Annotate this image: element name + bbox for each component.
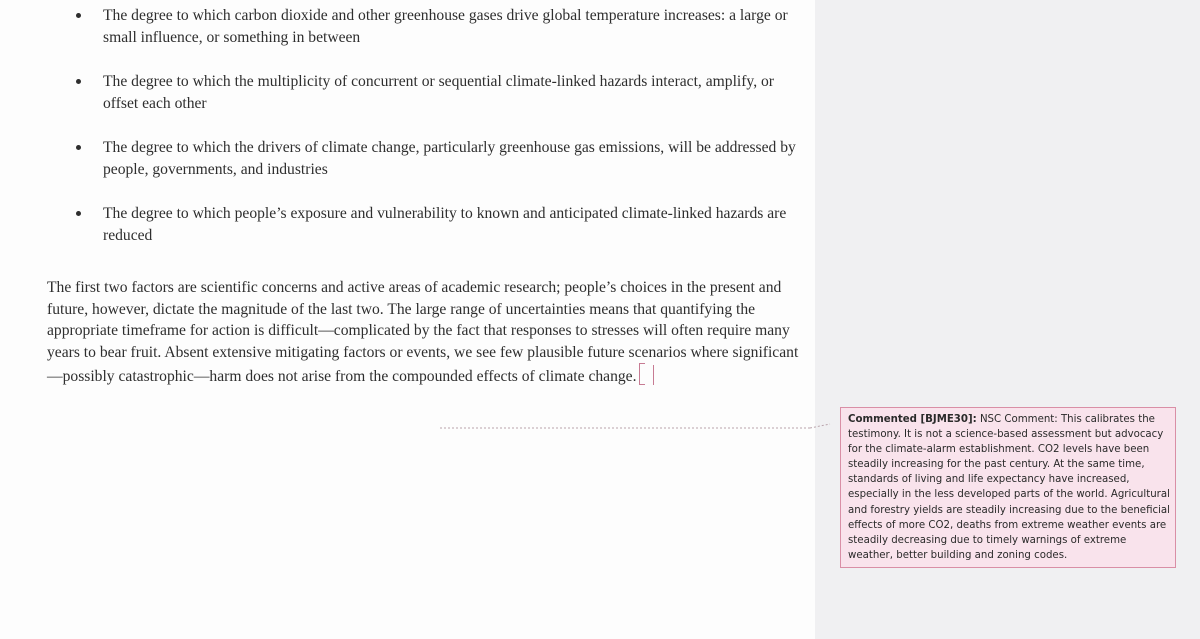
comment-anchor-end[interactable] (653, 365, 657, 385)
bullet-list (72, 5, 807, 269)
comment-label: Commented [BJME30]: (848, 414, 977, 425)
bullet-icon (76, 79, 81, 84)
bullet-text: The degree to which the multiplicity of concurrent or sequential climate-linked hazards interact, amplify, or offset each other (103, 73, 775, 112)
body-paragraph (47, 277, 812, 388)
comment-leader-line (440, 424, 830, 434)
bullet-text: The degree to which carbon dioxide and other greenhouse gases drive global temperature increases: a large or small influence, or something in between (103, 7, 788, 46)
bullet-icon (76, 211, 81, 216)
bullet-icon (76, 145, 81, 150)
list-item (72, 203, 807, 246)
comment-balloon[interactable] (840, 407, 1176, 568)
comment-text: NSC Comment: This calibrates the testimony. It is not a science-based assessment but advocacy for the climate-alarm establishment. CO2 levels have been steadily increasing for the past century. At the same time, standards of living and life expectancy have increased, especially in the less developed parts of the world. Agricultural and forestry yields are steadily increasing due to the beneficial effects of more CO2, deaths from extreme weather events are steadily decreasing due to timely warnings of extreme weather, better building and zoning codes. (848, 414, 1170, 561)
list-item (72, 137, 807, 180)
paragraph-text: The first two factors are scientific concerns and active areas of academic research; people’s choices in the present and future, however, dictate the magnitude of the last two. The large range of uncertainties means that quantifying the appropriate timeframe for action is difficult—complicated by the fact that responses to stresses will often require many years to bear fruit. Absent extensive mitigating factors or events, we see few plausible future scenarios where significant—possibly catastrophic—harm does not arise from the compounded effects of climate change. (47, 279, 799, 385)
bullet-text: The degree to which people’s exposure and vulnerability to known and anticipated climate-linked hazards are reduced (103, 205, 787, 244)
list-item (72, 71, 807, 114)
bullet-text: The degree to which the drivers of climate change, particularly greenhouse gas emissions, will be addressed by people, governments, and industries (103, 139, 796, 178)
list-item (72, 5, 807, 48)
comment-anchor-start[interactable] (639, 363, 645, 385)
bullet-icon (76, 13, 81, 18)
